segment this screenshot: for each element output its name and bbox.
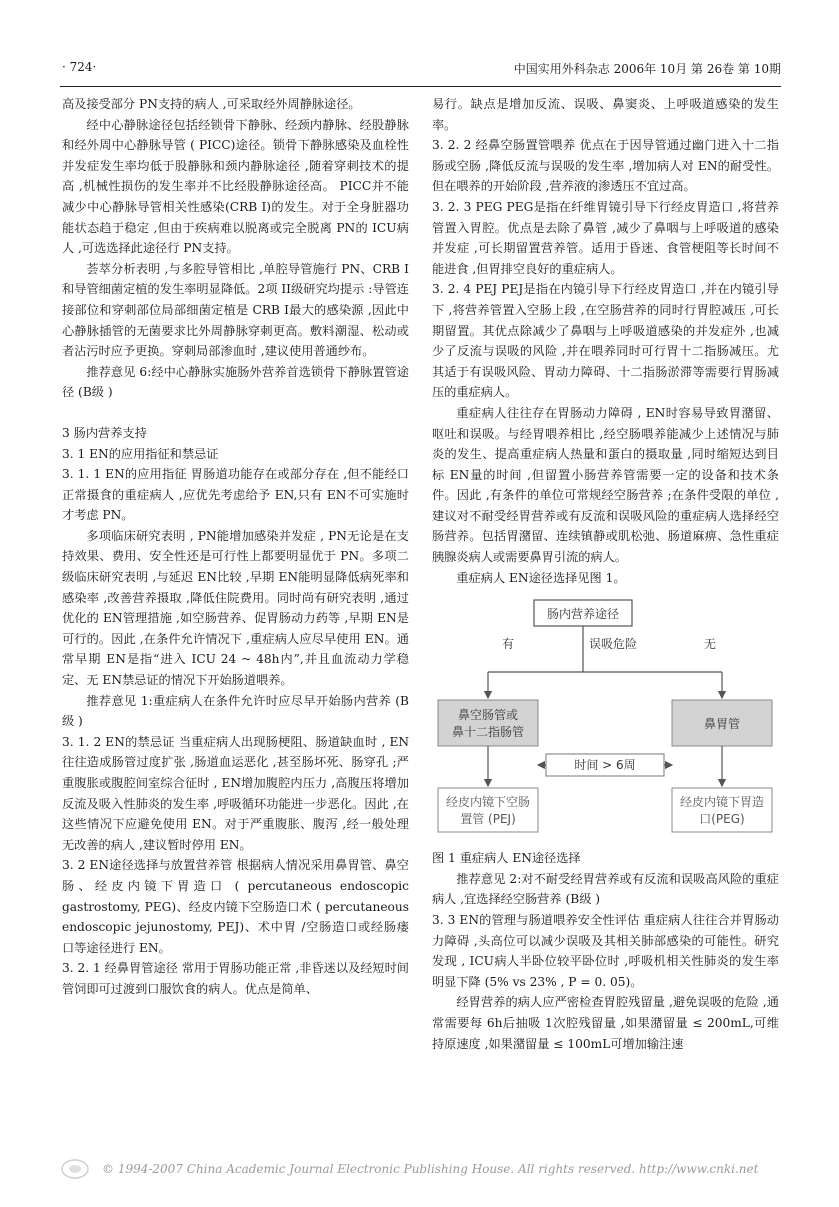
paragraph: 3. 2. 3 PEG PEG是指在纤维胃镜引导下行经皮胃造口 ,将营养管置入胃腔。优点是去除了鼻管 ,减少了鼻咽与上呼吸道的感染并发症 ,可长期留置营养管。适用于昏迷、食管梗阻等长时间不能进食 ,但胃排空良好的重症病人。 xyxy=(432,199,779,276)
paragraph: 高及接受部分 PN支持的病人 ,可采取经外周静脉途径。 xyxy=(62,97,361,111)
node-peg-label: 经皮内镜下胃造口(PEG) xyxy=(679,795,765,827)
branch-label-left: 有 xyxy=(502,637,515,652)
cnki-logo-icon xyxy=(60,1158,90,1180)
paragraph: 多项临床研究表明 , PN能增加感染并发症 , PN无论是在支持效果、费用、安全性还是可行性上都要明显优于 PN。多项二级临床研究表明 ,与延迟 EN比较 ,早期 EN能明显降低病死率和感染率 ,改善营养摄取 ,降低住院费用。同时尚有研究表明 ,通过优化的 EN管理措施 ,如空肠营养、促胃肠动力药等 ,早期 EN是可行的。因此 ,在条件允许情况下 ,重症病人应尽早使用 EN。通常早期 EN是指“进入 ICU 24 ~ 48h内”,并且血流动力学稳定、无 EN禁忌证的情况下开始肠道喂养。 xyxy=(62,528,409,688)
page-number: · 724· xyxy=(62,60,97,74)
node-nasogastric-label: 鼻胃管 xyxy=(703,717,741,732)
paragraph: 经胃营养的病人应严密检查胃腔残留量 ,避免误吸的危险 ,通常需要每 6h后抽吸 1次腔残留量 ,如果潴留量 ≤ 200mL,可维持原速度 ,如果潴留量 ≤ 100mL可增加输注速 xyxy=(432,995,779,1051)
node-time-label: 时间 > 6周 xyxy=(574,758,636,773)
node-nasojejunal xyxy=(438,700,538,746)
branch-label-mid: 误吸危险 xyxy=(589,637,638,652)
paragraph: 重症病人往往存在胃肠动力障碍 , EN时容易导致胃潴留、呕吐和误吸。与经胃喂养相比 ,经空肠喂养能减少上述情况与肺炎的发生、提高重症病人热量和蛋白的摄取量 ,同时缩短达到目标 EN量的时间 ,但留置小肠营养管需要一定的设备和技术条件。因此 ,有条件的单位可常规经空肠营养 ;在条件受限的单位 ,建议对不耐受经胃营养或有反流和误吸风险的重症病人选择经空肠营养。包括胃潴留、连续镇静或肌松弛、肠道麻痹、急性重症胰腺炎病人或需要鼻胃引流的病人。 xyxy=(432,405,779,565)
figure-1 xyxy=(432,594,779,840)
section-heading: 3 肠内营养支持 xyxy=(62,425,147,440)
node-nasojejunal-label: 鼻空肠管或鼻十二指肠管 xyxy=(451,708,525,740)
copyright-notice: © 1994-2007 China Academic Journal Electronic Publishing House. All rights reserved. http://www.cnki.net xyxy=(102,1162,759,1176)
journal-header: 中国实用外科杂志 2006年 10月 第 26卷 第 10期 xyxy=(513,62,781,76)
paragraph: 易行。缺点是增加反流、误吸、鼻窦炎、上呼吸道感染的发生率。 xyxy=(432,97,779,132)
paragraph: 3. 1. 2 EN的禁忌证 当重症病人出现肠梗阻、肠道缺血时 , EN往往造成肠管过度扩张 ,肠道血运恶化 ,甚至肠坏死、肠穿孔 ;严重腹胀或腹腔间室综合征时 , EN增加腹腔内压力 ,高腹压将增加反流及吸入性肺炎的发生率 ,呼吸循环功能进一步恶化。因此 ,在这些情况下应避免使用 EN。对于严重腹胀、腹泻 ,经一般处理无改善的病人 ,建议暂时停用 EN。 xyxy=(62,734,409,852)
branch-label-right: 无 xyxy=(704,637,717,652)
recommendation: 推荐意见 1:重症病人在条件允许时应尽早开始肠内营养 (B级 ) xyxy=(62,693,409,729)
flowchart xyxy=(432,594,779,840)
spacer xyxy=(62,403,409,423)
paragraph: 3. 3 EN的管理与肠道喂养安全性评估 重症病人往往合并胃肠动力障碍 ,头高位可以减少误吸及其相关肺部感染的可能性。研究发现 , ICU病人半卧位较平卧位时 ,呼吸机相关性肺炎的发生率明显下降 (5% vs 23% , P = 0. 05)。 xyxy=(432,913,779,989)
paragraph: 经中心静脉途径包括经锁骨下静脉、经颈内静脉、经股静脉和经外周中心静脉导管 ( PICC)途径。锁骨下静脉感染及血栓性并发症发生率均低于股静脉和颈内静脉途径 ,随着穿刺技术的提高 ,机械性损伤的发生率并不比经股静脉途径高。 PICC并不能减少中心静脉导管相关性感染(CRB I)的发生。对于全身脏器功能状态趋于稳定 ,但由于疾病难以脱离或完全脱离 PN的 ICU病人 ,可选选择此途径行 PN支持。 xyxy=(62,117,409,256)
right-column xyxy=(432,94,779,1054)
figure-caption: 图 1 重症病人 EN途径选择 xyxy=(432,851,581,866)
node-pej-label: 经皮内镜下空肠置管 (PEJ) xyxy=(445,795,531,827)
subsection-heading: 3. 1 EN的应用指征和禁忌证 xyxy=(62,446,219,461)
paragraph: 3. 2 EN途径选择与放置营养管 根据病人情况采用鼻胃管、鼻空肠、经皮内镜下胃造口 ( percutaneous endoscopic gastrostomy, PEG)、经皮内镜下空肠造口术 ( percutaneous endoscopic jejunostomy, PEJ)、术中胃 /空肠造口或经肠瘘口等途径进行 EN。 xyxy=(62,858,409,955)
paragraph: 3. 2. 2 经鼻空肠置管喂养 优点在于因导管通过幽门进入十二指肠或空肠 ,降低反流与误吸的发生率 ,增加病人对 EN的耐受性。但在喂养的开始阶段 ,营养液的渗透压不宜过高。 xyxy=(432,138,779,194)
paragraph: 荟萃分析表明 ,与多腔导管相比 ,单腔导管施行 PN、CRB I和导管细菌定植的发生率明显降低。2项 II级研究均提示 :导管连接部位和穿刺部位局部细菌定植是 CRB I最大的感染源 ,因此中心静脉插管的无菌要求比外周静脉穿刺更高。敷料潮湿、松动或者沾污时应予更换。穿刺局部渗血时 ,建议使用普通纱布。 xyxy=(62,261,409,359)
node-start-label: 肠内营养途径 xyxy=(546,607,620,622)
recommendation: 推荐意见 6:经中心静脉实施肠外营养首选锁骨下静脉置管途径 (B级 ) xyxy=(62,364,409,400)
paragraph: 3. 2. 4 PEJ PEJ是指在内镜引导下行经皮胃造口 ,并在内镜引导下 ,将营养管置入空肠上段 ,在空肠营养的同时行胃腔减压 ,可长期留置。其优点除减少了鼻咽与上呼吸道感染的并发症外 ,也减少了反流与误吸的风险 ,并在喂养同时可行胃十二指肠减压。尤其适于有误吸风险、胃动力障碍、十二指肠淤滞等需要行胃肠减压的重症病人。 xyxy=(432,282,779,400)
footer xyxy=(60,1158,781,1184)
left-column xyxy=(62,94,409,1000)
header-rule xyxy=(60,86,781,87)
paragraph: 3. 1. 1 EN的应用指征 胃肠道功能存在或部分存在 ,但不能经口正常摄食的重症病人 ,应优先考虑给予 EN,只有 EN不可实施时才考虑 PN。 xyxy=(62,467,409,523)
paragraph: 重症病人 EN途径选择见图 1。 xyxy=(456,570,626,585)
paragraph: 3. 2. 1 经鼻胃管途径 常用于胃肠功能正常 ,非昏迷以及经短时间管饲即可过渡到口服饮食的病人。优点是简单、 xyxy=(62,961,409,996)
recommendation: 推荐意见 2:对不耐受经胃营养或有反流和误吸高风险的重症病人 ,宜选择经空肠营养 (B级 ) xyxy=(432,871,779,907)
